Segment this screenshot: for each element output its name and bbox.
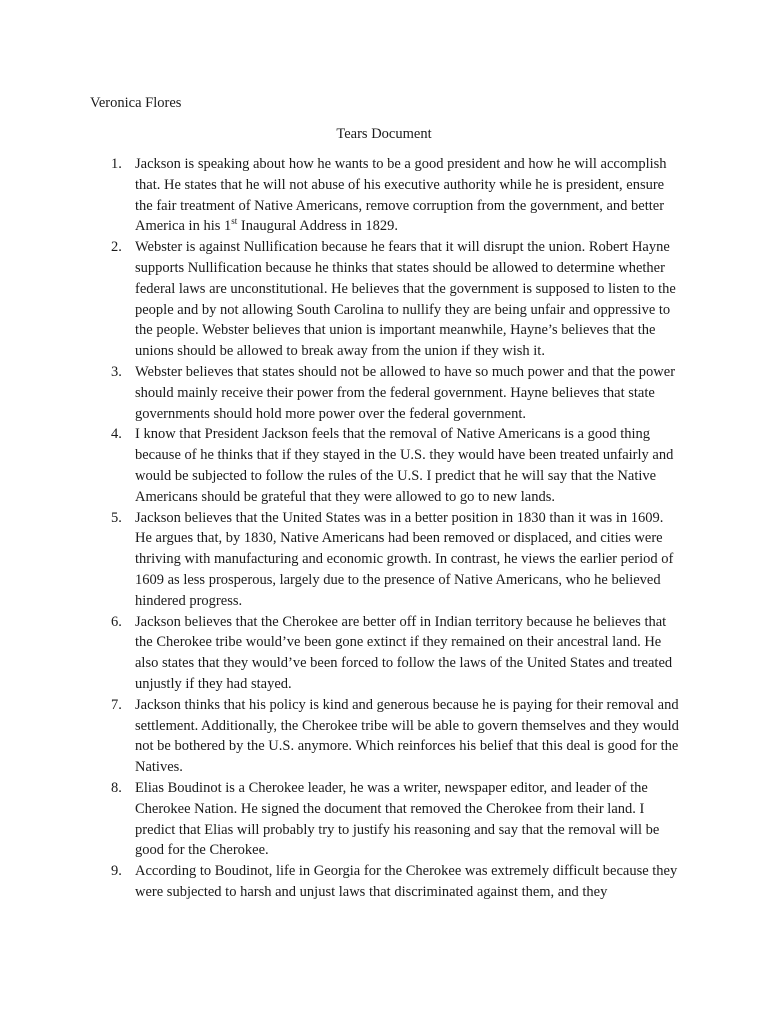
list-item bbox=[111, 154, 680, 237]
list-item-text: According to Boudinot, life in Georgia for the Cherokee was extremely difficult because they were subjected to harsh and unjust laws that discriminated against them, and they bbox=[135, 863, 678, 900]
list-item-text: Webster believes that states should not be allowed to have so much power and that the power should mainly receive their power from the federal government. Hayne believes that state governments should hold more power over the federal government. bbox=[135, 363, 676, 422]
list-item-text: I know that President Jackson feels that the removal of Native Americans is a good thing because of he thinks that if they stayed in the U.S. they would have been treated unfairly and would be subjected to follow the rules of the U.S. I predict that he will say that the Native Americans should be grateful that they were allowed to go to new lands. bbox=[135, 426, 674, 505]
list-item-number: 5. bbox=[111, 509, 122, 526]
list-item-number: 7. bbox=[111, 696, 122, 713]
list-item bbox=[111, 508, 680, 612]
list-item bbox=[111, 612, 680, 695]
ordinal-suffix: st bbox=[231, 216, 238, 227]
list-item-text: Jackson is speaking about how he wants to be a good president and how he will accomplish that. He states that he will not abuse of his executive authority while he is president, ensure the fair treatment of Native Americans, remove corruption from the government, and better America in his 1st Inaugural Address in 1829. bbox=[135, 156, 667, 235]
list-item bbox=[111, 362, 680, 424]
list-item-number: 3. bbox=[111, 363, 122, 380]
list-item-text: Jackson thinks that his policy is kind and generous because he is paying for their removal and settlement. Additionally, the Cherokee tribe will be able to govern themselves and they would not be bothered by the U.S. anymore. Which reinforces his belief that this deal is good for the Natives. bbox=[135, 696, 679, 776]
document-title: Tears Document bbox=[336, 126, 432, 142]
list-item-number: 4. bbox=[111, 426, 122, 443]
list-item-text: Webster is against Nullification because he fears that it will disrupt the union. Robert Hayne supports Nullification because he thinks that states should be allowed to determine whether federal laws are unconstitutional. He believes that the government is supposed to listen to the people and by not allowing South Carolina to nullify they are being unfair and oppressive to the people. Webster believes that union is important meanwhile, Hayne’s believes that the unions should be allowed to break away from the union if they wish it. bbox=[135, 239, 676, 360]
list-item bbox=[111, 237, 680, 362]
list-item bbox=[111, 861, 680, 903]
list-item bbox=[111, 695, 680, 778]
list-item-text: Elias Boudinot is a Cherokee leader, he was a writer, newspaper editor, and leader of the Cherokee Nation. He signed the document that removed the Cherokee from their land. I predict that Elias will probably try to justify his reasoning and say that the removal will be good for the Cherokee. bbox=[135, 779, 660, 859]
list-item-number: 6. bbox=[111, 613, 122, 630]
list-item-text: Jackson believes that the Cherokee are better off in Indian territory because he believes that the Cherokee tribe would’ve been gone extinct if they remained on their ancestral land. He also states that they would’ve been forced to follow the laws of the United States and treated unjustly if they had stayed. bbox=[135, 613, 673, 692]
list-item-text: Jackson believes that the United States was in a better position in 1830 than it was in 1609. He argues that, by 1830, Native Americans had been removed or displaced, and cities were thriving with manufacturing and economic growth. In contrast, he views the earlier period of 1609 as less prosperous, largely due to the presence of Native Americans, who he believed hindered progress. bbox=[135, 509, 674, 609]
author-name: Veronica Flores bbox=[90, 95, 182, 111]
list-item bbox=[111, 424, 680, 507]
list-item-number: 2. bbox=[111, 239, 122, 256]
answer-list bbox=[111, 154, 680, 903]
list-item bbox=[111, 778, 680, 861]
list-item-number: 1. bbox=[111, 156, 122, 172]
list-item-number: 9. bbox=[111, 863, 122, 880]
list-item-number: 8. bbox=[111, 779, 122, 796]
